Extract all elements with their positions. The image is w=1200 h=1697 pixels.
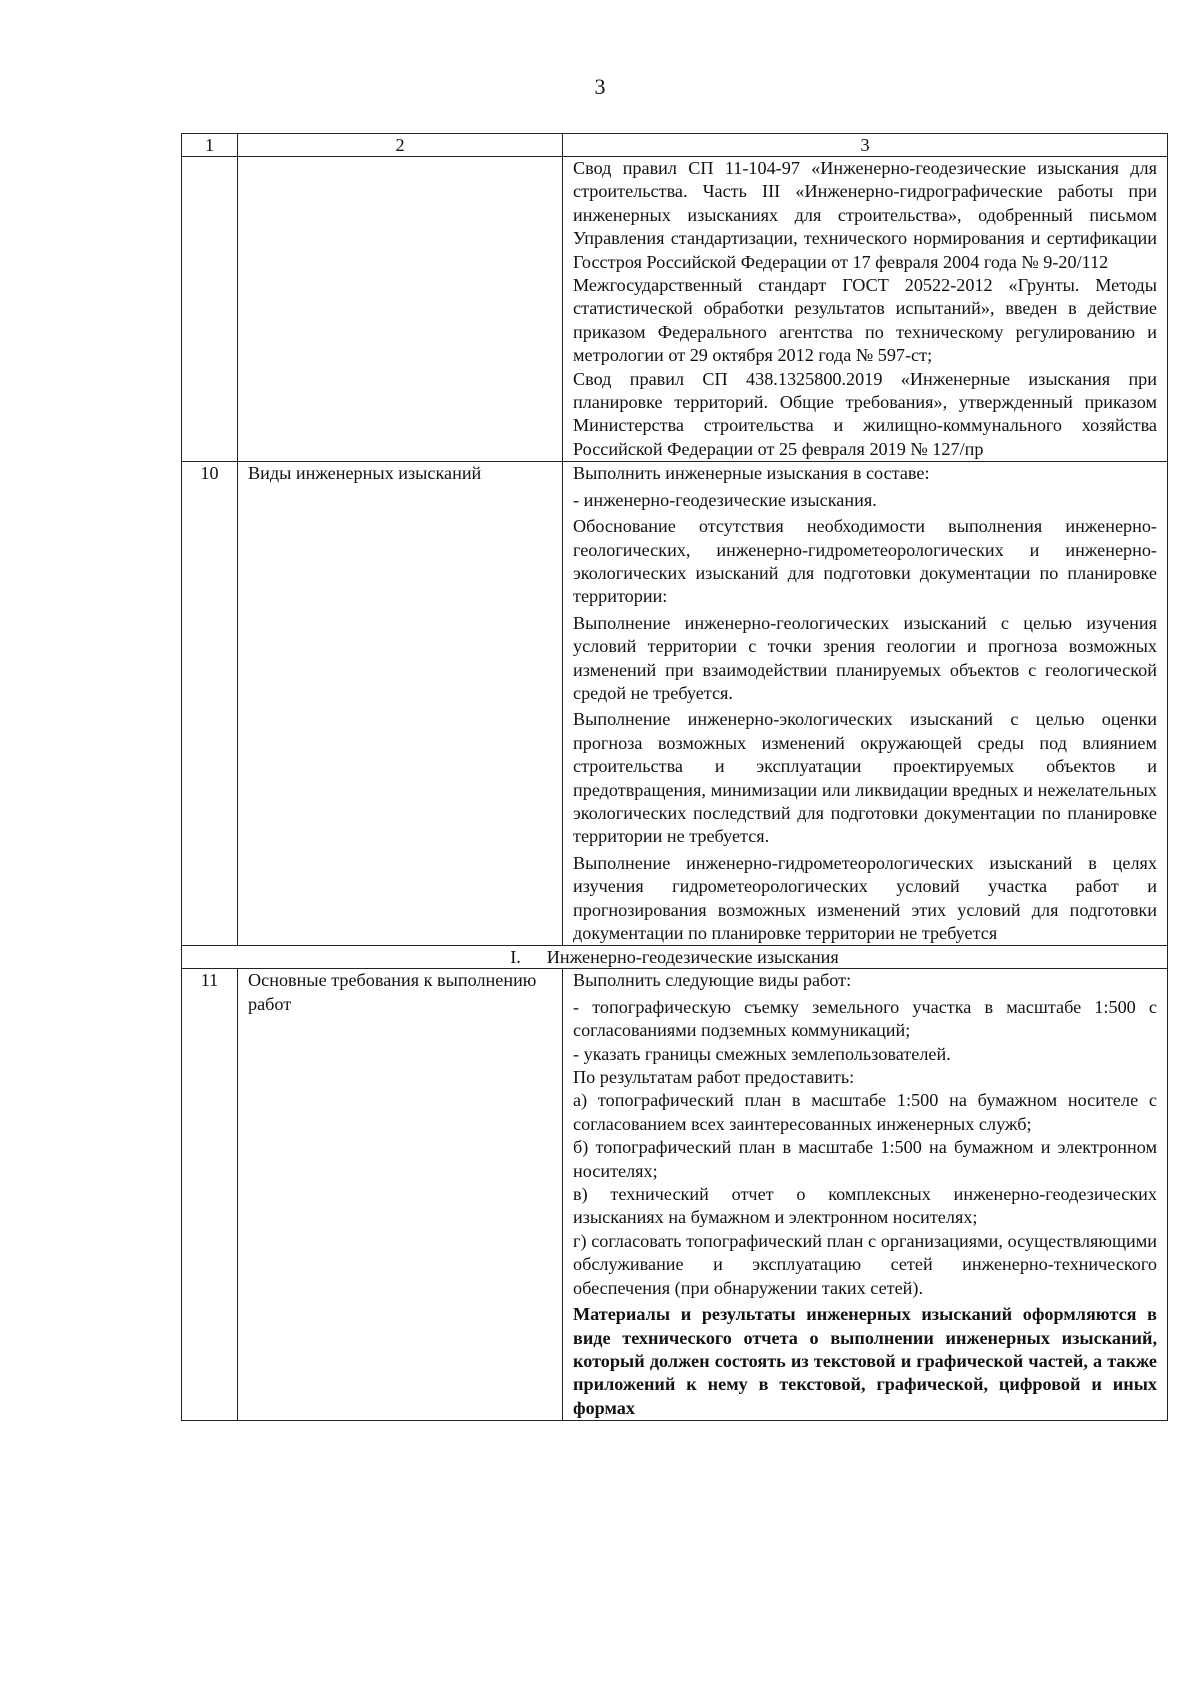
row-content — [563, 969, 1168, 1421]
section-number: I. — [510, 947, 521, 968]
row-number: 10 — [182, 462, 238, 946]
paragraph: а) топографический план в масштабе 1:500 на бумажном носителе с согласованием всех заинтересованных инженерных служб; — [573, 1090, 1157, 1134]
paragraph: По результатам работ предоставить: — [573, 1067, 855, 1088]
paragraph: Свод правил СП 11-104-97 «Инженерно-геодезические изыскания для строительства. Часть III «Инженерно-гидрографические работы при инженерных изысканиях для строительства», одобренный письмом Управления стандартизации, технического нормирования и сертификации Госстроя Российской Федерации от 17 февраля 2004 года № 9-20/112 — [573, 158, 1157, 272]
row-number: 11 — [182, 969, 238, 1421]
row-name: Основные требования к выполнению работ — [238, 969, 563, 1421]
table-row-continued — [182, 157, 1168, 462]
paragraph: Выполнить инженерные изыскания в составе: — [573, 463, 930, 484]
row-name: Виды инженерных изысканий — [238, 462, 563, 946]
paragraph: б) топографический план в масштабе 1:500 на бумажном и электронном носителях; — [573, 1137, 1157, 1181]
paragraph: Выполнение инженерно-гидрометеорологических изысканий в целях изучения гидрометеорологических условий участка работ и прогнозирования возможных изменений этих условий для подготовки документации по планировке территории не требуется — [573, 852, 1157, 943]
header-col-3: 3 — [563, 134, 1168, 157]
paragraph: г) согласовать топографический план с организациями, осуществляющими обслуживание и эксплуатацию сетей инженерно-технического обеспечения (при обнаружении таких сетей). — [573, 1230, 1157, 1298]
paragraph: - инженерно-геодезические изыскания. — [573, 489, 877, 510]
row-number — [182, 157, 238, 462]
header-col-2: 2 — [238, 134, 563, 157]
table-row-11 — [182, 969, 1168, 1421]
row-content — [563, 157, 1168, 462]
section-heading-row — [182, 946, 1168, 969]
section-heading — [182, 946, 1168, 969]
table-row-10 — [182, 462, 1168, 946]
header-col-1: 1 — [182, 134, 238, 157]
row-content — [563, 462, 1168, 946]
section-title: Инженерно-геодезические изыскания — [546, 947, 839, 968]
page-number: 3 — [594, 74, 606, 99]
paragraph: Межгосударственный стандарт ГОСТ 20522-2012 «Грунты. Методы статистической обработки результатов испытаний», введен в действие приказом Федерального агентства по техническому регулированию и метрологии от 29 октября 2012 года № 597-ст; — [573, 275, 1157, 366]
paragraph: Обоснование отсутствия необходимости выполнения инженерно-геологических, инженерно-гидрометеорологических и инженерно-экологических изысканий для подготовки документации по планировке территории: — [573, 516, 1157, 607]
row-name — [238, 157, 563, 462]
paragraph: в) технический отчет о комплексных инженерно-геодезических изысканиях на бумажном и электронном носителях; — [573, 1184, 1157, 1228]
bold-paragraph: Материалы и результаты инженерных изысканий оформляются в виде технического отчета о выполнении инженерных изысканий, который должен состоять из текстовой и графической частей, а также приложений к нему в текстовой, графической, цифровой и иных формах — [573, 1304, 1157, 1418]
paragraph: Выполнение инженерно-экологических изысканий с целью оценки прогноза возможных изменений окружающей среды под влиянием строительства и эксплуатации проектируемых объектов и предотвращения, минимизации или ликвидации вредных и нежелательных экологических последствий для подготовки документации по планировке территории не требуется. — [573, 709, 1157, 847]
paragraph: - указать границы смежных землепользователей. — [573, 1043, 951, 1064]
paragraph: Выполнить следующие виды работ: — [573, 970, 852, 991]
paragraph: - топографическую съемку земельного участка в масштабе 1:500 с согласованиями подземных коммуникаций; — [573, 996, 1157, 1041]
table-header-row — [182, 134, 1168, 157]
paragraph: Выполнение инженерно-геологических изысканий с целью изучения условий территории с точки зрения геологии и прогноза возможных изменений при взаимодействии планируемых объектов с геологической средой не требуется. — [573, 612, 1157, 703]
paragraph: Свод правил СП 438.1325800.2019 «Инженерные изыскания при планировке территорий. Общие требования», утвержденный приказом Министерства строительства и жилищно-коммунального хозяйства Российской Федерации от 25 февраля 2019 № 127/пр — [573, 368, 1157, 459]
requirements-table — [181, 133, 1168, 1421]
